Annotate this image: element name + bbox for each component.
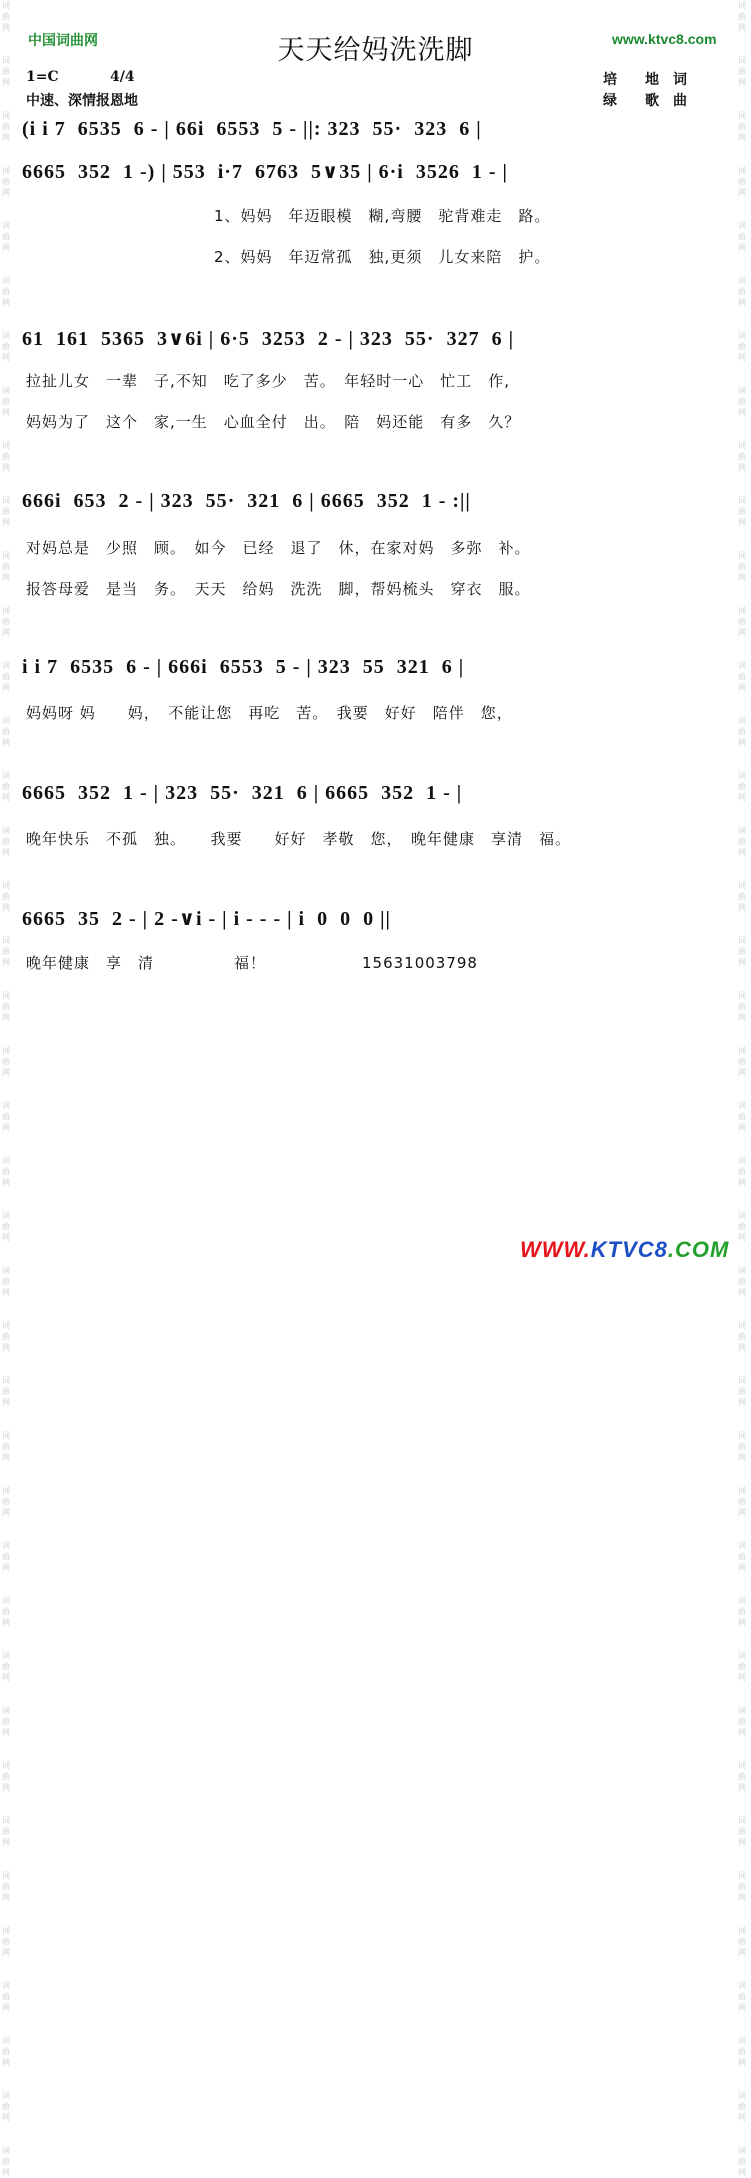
watermark-left: 词 曲 网 词 曲 网 词 曲 网 词 曲 网 词 曲 网 词 曲 网 词 曲 网 词 曲 网 词 曲 网 词 曲 网 词 曲 网 词 曲 网 词 曲 网 词 曲 网 词 曲 网 词 曲 网 词 曲 网 词 曲 网 词 曲 网 词 曲 网 词 曲 网 词 曲 网 词 曲 网 词 曲 网 词 曲 网 词 曲 网 词 曲 网 词 曲 网 词 曲 网 词 曲 网 词 曲 网 词 曲 网 词 曲 网 词 曲 网 词 曲 网 词 曲 网 词 曲 网 词 曲 网 词 曲 网 词 曲 网 xyxy=(2,1,10,2177)
logo-part-ktvc8: KTVC8 xyxy=(590,1237,668,1262)
score-line-4 xyxy=(22,490,722,524)
notation-text: i i 7 6535 6 - | 666i 6553 5 - | 323 55 321 6 | xyxy=(22,656,465,678)
lyric-line: 晚年健康 享 清 福！ 15631003798 xyxy=(26,954,478,972)
lyric-line: 晚年快乐 不孤 独。 我要 好好 孝敬 您， 晚年健康 享清 福。 xyxy=(26,830,572,848)
logo-part-com: .COM xyxy=(667,1237,730,1262)
score-line-1 xyxy=(22,118,722,152)
site-name-left[interactable]: 中国词曲网 xyxy=(28,32,98,48)
lyric-line: 拉扯儿女 一辈 子,不知 吃了多少 苦。 年轻时一心 忙工 作, xyxy=(26,372,511,390)
notation-text: 666i 653 2 - | 323 55· 321 6 | 6665 352 1 - :|| xyxy=(22,490,471,512)
notation-text: 6665 352 1 -) | 553 i·7 6763 5∨35 | 6·i 3526 1 - | xyxy=(22,161,508,183)
time-signature: 4/4 xyxy=(110,69,135,85)
watermark-right: 词 曲 网 词 曲 网 词 曲 网 词 曲 网 词 曲 网 词 曲 网 词 曲 网 词 曲 网 词 曲 网 词 曲 网 词 曲 网 词 曲 网 词 曲 网 词 曲 网 词 曲 网 词 曲 网 词 曲 网 词 曲 网 词 曲 网 词 曲 网 词 曲 网 词 曲 网 词 曲 网 词 曲 网 词 曲 网 词 曲 网 词 曲 网 词 曲 网 词 曲 网 词 曲 网 词 曲 网 词 曲 网 词 曲 网 词 曲 网 词 曲 网 词 曲 网 词 曲 网 词 曲 网 词 曲 网 词 曲 网 xyxy=(738,1,746,2177)
score-line-6 xyxy=(22,782,722,816)
score-line-2 xyxy=(22,159,722,193)
lyric-line: 妈妈呀 妈 妈， 不能让您 再吃 苦。 我要 好好 陪伴 您， xyxy=(26,704,513,722)
song-title: 天天给妈洗洗脚 xyxy=(277,35,474,66)
notation-text: 61 161 5365 3∨6i | 6·5 3253 2 - | 323 55· 327 6 | xyxy=(22,328,515,350)
site-url-right[interactable]: www.ktvc8.com xyxy=(612,31,717,47)
lyric-line: 对妈总是 少照 顾。 如今 已经 退了 休，在家对妈 多弥 补。 xyxy=(26,539,531,557)
lyricist-credit: 培 地 词 xyxy=(603,72,687,88)
lyric-verse-1: 1、妈妈 年迈眼模 糊,弯腰 驼背难走 路。 xyxy=(214,207,551,225)
notation-text: 6665 352 1 - | 323 55· 321 6 | 6665 352 1 - | xyxy=(22,782,463,804)
bottom-site-logo[interactable] xyxy=(520,1237,729,1263)
lyric-line: 妈妈为了 这个 家,一生 心血全付 出。 陪 妈还能 有多 久？ xyxy=(26,413,521,431)
score-line-3 xyxy=(22,326,722,360)
composer-credit: 绿 歌 曲 xyxy=(603,93,687,109)
notation-text: 6665 35 2 - | 2 -∨i - | i - - - | i 0 0 0 || xyxy=(22,908,391,930)
lyric-verse-2: 2、妈妈 年迈常孤 独,更须 儿女来陪 护。 xyxy=(214,248,551,266)
key-signature: 1=C xyxy=(26,69,59,85)
tempo-marking: 中速、深情报恩地 xyxy=(26,93,138,109)
notation-text: (i i 7 6535 6 - | 66i 6553 5 - ||: 323 55· 323 6 | xyxy=(22,118,482,140)
logo-part-www: WWW. xyxy=(520,1237,591,1262)
score-line-7 xyxy=(22,906,722,940)
lyric-line: 报答母爱 是当 务。 天天 给妈 洗洗 脚，帮妈梳头 穿衣 服。 xyxy=(26,580,531,598)
score-line-5 xyxy=(22,656,722,690)
